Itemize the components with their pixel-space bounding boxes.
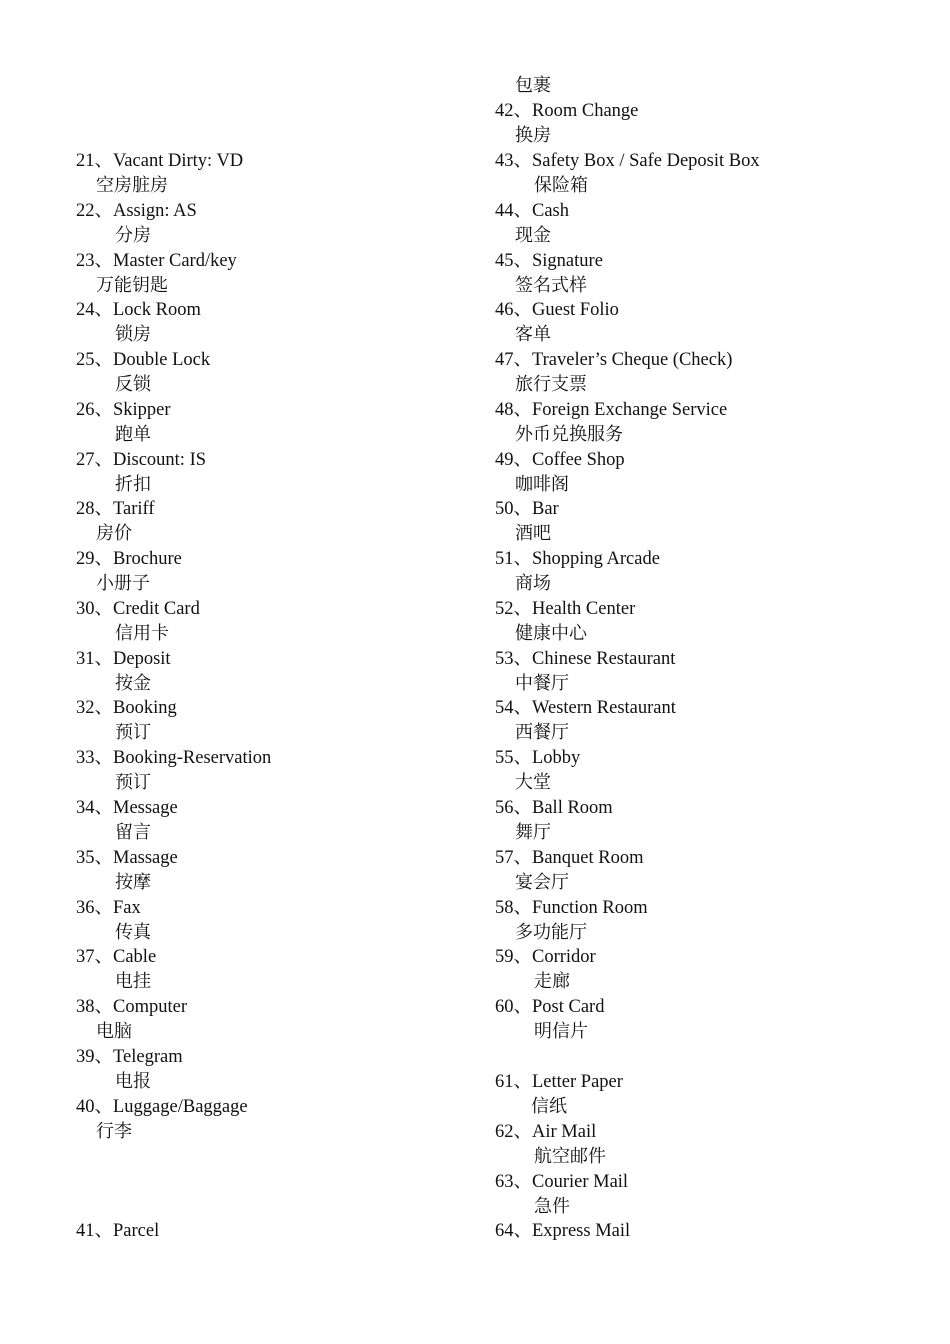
translation-62: 航空邮件 [534, 1146, 606, 1167]
translation-21: 空房脏房 [96, 175, 168, 196]
translation-41-continued: 包裹 [515, 75, 551, 96]
translation-23: 万能钥匙 [96, 275, 168, 296]
translation-47: 旅行支票 [515, 374, 587, 395]
term-34: 34、Message [76, 798, 178, 818]
term-43: 43、Safety Box / Safe Deposit Box [495, 151, 760, 171]
term-53: 53、Chinese Restaurant [495, 649, 676, 669]
translation-63: 急件 [534, 1196, 570, 1217]
translation-57: 宴会厅 [515, 872, 569, 893]
term-58: 58、Function Room [495, 898, 648, 918]
translation-34: 留言 [115, 822, 151, 843]
translation-30: 信用卡 [115, 623, 169, 644]
term-51: 51、Shopping Arcade [495, 549, 660, 569]
translation-42: 换房 [515, 125, 551, 146]
translation-58: 多功能厅 [515, 922, 587, 943]
term-64: 64、Express Mail [495, 1221, 631, 1241]
translation-43: 保险箱 [534, 175, 588, 196]
term-62: 62、Air Mail [495, 1122, 597, 1142]
term-45: 45、Signature [495, 251, 603, 271]
term-36: 36、Fax [76, 898, 141, 918]
term-26: 26、Skipper [76, 400, 171, 420]
translation-37: 电挂 [115, 971, 151, 992]
term-37: 37、Cable [76, 947, 157, 967]
translation-31: 按金 [115, 673, 151, 694]
translation-59: 走廊 [534, 971, 570, 992]
term-60: 60、Post Card [495, 997, 605, 1017]
translation-32: 预订 [115, 722, 151, 743]
term-44: 44、Cash [495, 201, 570, 221]
term-35: 35、Massage [76, 848, 178, 868]
term-49: 49、Coffee Shop [495, 450, 625, 470]
translation-35: 按摩 [115, 872, 151, 893]
translation-33: 预订 [115, 772, 151, 793]
term-50: 50、Bar [495, 499, 559, 519]
term-61: 61、Letter Paper [495, 1072, 623, 1092]
translation-52: 健康中心 [515, 623, 587, 644]
translation-61: 信纸 [531, 1096, 567, 1117]
term-39: 39、Telegram [76, 1047, 183, 1067]
translation-51: 商场 [515, 573, 551, 594]
translation-44: 现金 [515, 225, 551, 246]
term-38: 38、Computer [76, 997, 187, 1017]
term-32: 32、Booking [76, 698, 177, 718]
translation-54: 西餐厅 [515, 722, 569, 743]
term-29: 29、Brochure [76, 549, 182, 569]
translation-40: 行李 [96, 1121, 132, 1142]
translation-38: 电脑 [96, 1021, 132, 1042]
term-57: 57、Banquet Room [495, 848, 644, 868]
term-46: 46、Guest Folio [495, 300, 619, 320]
translation-22: 分房 [115, 225, 151, 246]
translation-24: 锁房 [115, 324, 151, 345]
translation-53: 中餐厅 [515, 673, 569, 694]
translation-36: 传真 [115, 922, 151, 943]
term-54: 54、Western Restaurant [495, 698, 676, 718]
term-31: 31、Deposit [76, 649, 171, 669]
term-24: 24、Lock Room [76, 300, 201, 320]
translation-45: 签名式样 [515, 275, 587, 296]
term-23: 23、Master Card/key [76, 251, 237, 271]
term-47: 47、Traveler’s Cheque (Check) [495, 350, 733, 370]
term-28: 28、Tariff [76, 499, 155, 519]
translation-29: 小册子 [96, 573, 150, 594]
term-55: 55、Lobby [495, 748, 581, 768]
term-59: 59、Corridor [495, 947, 596, 967]
term-30: 30、Credit Card [76, 599, 200, 619]
term-41: 41、Parcel [76, 1221, 160, 1241]
translation-56: 舞厅 [515, 822, 551, 843]
translation-28: 房价 [96, 523, 132, 544]
term-63: 63、Courier Mail [495, 1172, 629, 1192]
translation-48: 外币兑换服务 [515, 424, 623, 445]
term-42: 42、Room Change [495, 101, 639, 121]
translation-49: 咖啡阁 [515, 474, 569, 495]
translation-39: 电报 [115, 1071, 151, 1092]
translation-26: 跑单 [115, 424, 151, 445]
translation-50: 酒吧 [515, 523, 551, 544]
term-56: 56、Ball Room [495, 798, 613, 818]
term-48: 48、Foreign Exchange Service [495, 400, 728, 420]
term-33: 33、Booking-Reservation [76, 748, 272, 768]
translation-27: 折扣 [115, 474, 151, 495]
term-27: 27、Discount: IS [76, 450, 207, 470]
translation-55: 大堂 [515, 772, 551, 793]
translation-25: 反锁 [115, 374, 151, 395]
translation-46: 客单 [515, 324, 551, 345]
translation-60: 明信片 [534, 1021, 588, 1042]
term-22: 22、Assign: AS [76, 201, 197, 221]
term-40: 40、Luggage/Baggage [76, 1097, 248, 1117]
term-52: 52、Health Center [495, 599, 636, 619]
term-25: 25、Double Lock [76, 350, 211, 370]
term-21: 21、Vacant Dirty: VD [76, 151, 244, 171]
